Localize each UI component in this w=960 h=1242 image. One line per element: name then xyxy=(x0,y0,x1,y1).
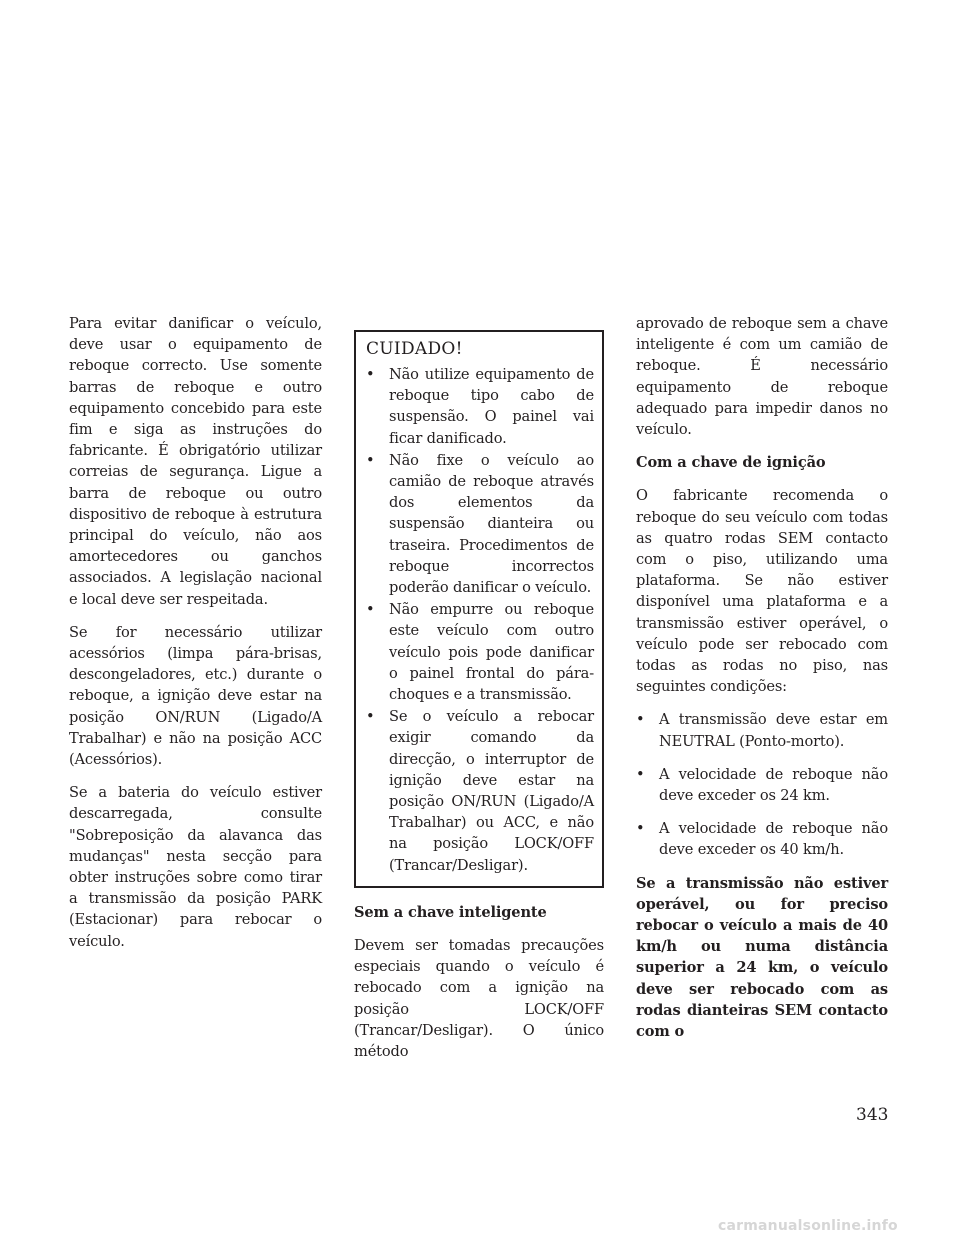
caution-title: CUIDADO! xyxy=(366,339,463,359)
paragraph-transmission-inoperable: Se a transmissão não estiver operável, ou for preciso rebocar o veículo a mais de 40 km/h ou numa distância superior a 24 km, o veículo deve ser rebocado com as rodas dianteiras SEM contacto com o xyxy=(636,874,888,1041)
condition-item: • A velocidade de reboque não deve exceder os 40 km/h. xyxy=(636,818,888,860)
paragraph-battery: Se a bateria do veículo estiver descarregada, consulte "Sobreposição da alavanca das mudanças" nesta secção para obter instruções sobre como tirar a transmissão da posição PARK (Estacionar) para rebocar o veículo. xyxy=(69,784,322,950)
paragraph-accessories: Se for necessário utilizar acessórios (limpa pára-brisas, descongeladores, etc.) durante o reboque, a ignição deve estar na posição ON/RUN (Ligado/A Trabalhar) e não na posição ACC (Acessórios). xyxy=(69,623,322,769)
caution-item: • Não utilize equipamento de reboque tipo cabo de suspensão. O painel vai ficar danificado. xyxy=(366,364,594,449)
conditions-list xyxy=(636,709,888,860)
paragraph-towing-equipment: Para evitar danificar o veículo, deve usar o equipamento de reboque correcto. Use somente barras de reboque e outro equipamento concebido para este fim e siga as instruções do fabricante. É obrigatório utilizar correias de segurança. Ligue a barra de reboque ou outro dispositivo de reboque à estrutura principal do veículo, não aos amortecedores ou ganchos associados. A legislação nacional e local deve ser respeitada. xyxy=(69,315,322,608)
watermark: carmanualsonline.info xyxy=(718,1218,898,1234)
caution-item: • Se o veículo a rebocar exigir comando da direcção, o interruptor de ignição deve estar na posição ON/RUN (Ligado/A Trabalhar) ou ACC, e não na posição LOCK/OFF (Trancar/Desligar). xyxy=(366,706,594,876)
heading-without-smart-key: Sem a chave inteligente xyxy=(354,903,547,921)
page-number: 343 xyxy=(856,1105,889,1125)
paragraph-without-smart-key: Devem ser tomadas precauções especiais quando o veículo é rebocado com a ignição na posição LOCK/OFF (Trancar/Desligar). O único método xyxy=(354,937,604,1061)
condition-item: • A transmissão deve estar em NEUTRAL (Ponto-morto). xyxy=(636,709,888,751)
caution-box xyxy=(354,330,604,888)
paragraph-continued: aprovado de reboque sem a chave inteligente é com um camião de reboque. É necessário equipamento de reboque adequado para impedir danos no veículo. xyxy=(636,315,888,439)
column-right xyxy=(636,313,888,1054)
column-left xyxy=(69,313,322,964)
caution-item: • Não empurre ou reboque este veículo com outro veículo pois pode danificar o painel frontal do pára-choques e a transmissão. xyxy=(366,599,594,705)
column-middle xyxy=(354,330,604,1074)
condition-item: • A velocidade de reboque não deve exceder os 24 km. xyxy=(636,764,888,806)
caution-list xyxy=(366,364,594,876)
heading-with-ignition-key: Com a chave de ignição xyxy=(636,454,826,472)
paragraph-with-ignition-key: O fabricante recomenda o reboque do seu veículo com todas as quatro rodas SEM contacto com o piso, utilizando uma plataforma. Se não estiver disponível uma plataforma e a transmissão estiver operável, o veículo pode ser rebocado com todas as rodas no piso, nas seguintes condições: xyxy=(636,487,888,696)
caution-item: • Não fixe o veículo ao camião de reboque através dos elementos da suspensão dianteira ou traseira. Procedimentos de reboque incorrectos poderão danificar o veículo. xyxy=(366,450,594,598)
